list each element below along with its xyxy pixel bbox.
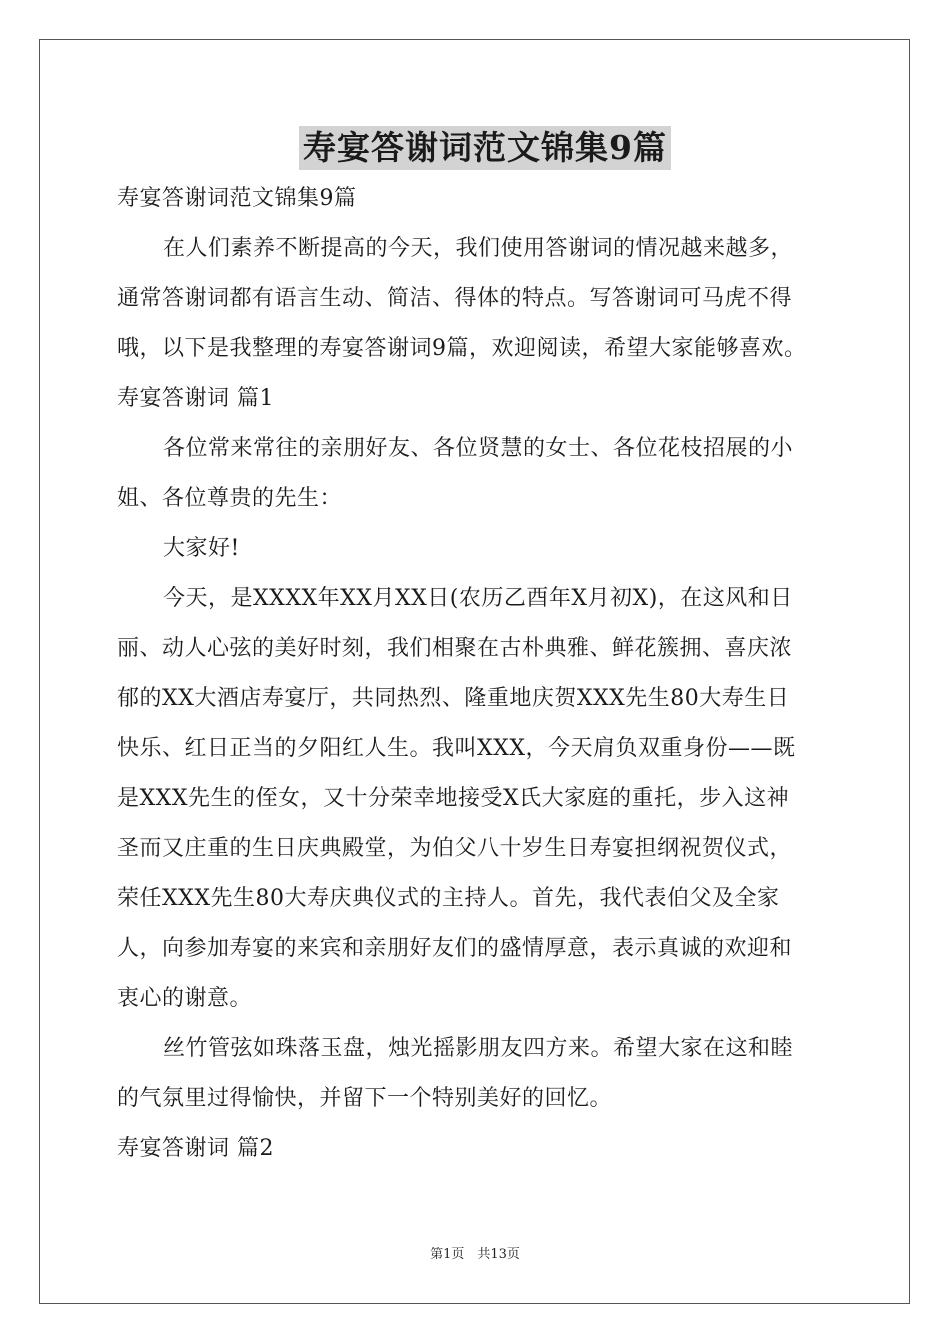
paragraph-line: 圣而又庄重的生日庆典殿堂，为伯父八十岁生日寿宴担纲祝贺仪式， [117,836,793,861]
paragraph-line: 衷心的谢意。 [117,986,253,1011]
paragraph-line: 姐、各位尊贵的先生： [117,486,343,511]
paragraph-line: 各位常来常往的亲朋好友、各位贤慧的女士、各位花枝招展的小 [163,436,794,461]
paragraph-line: 人，向参加寿宴的来宾和亲朋好友们的盛情厚意，表示真诚的欢迎和 [117,936,793,961]
paragraph-line: 快乐、红日正当的夕阳红人生。我叫XXX，今天肩负双重身份——既 [117,736,796,761]
paragraph-line: 在人们素养不断提高的今天，我们使用答谢词的情况越来越多， [163,236,794,261]
paragraph-line: 通常答谢词都有语言生动、简洁、得体的特点。写答谢词可马虎不得 [117,286,793,311]
title-container [117,126,853,170]
paragraph-line: 丝竹管弦如珠落玉盘，烛光摇影朋友四方来。希望大家在这和睦 [163,1036,794,1061]
subtitle-line: 寿宴答谢词范文锦集9篇 [117,186,357,211]
paragraph-line: 的气氛里过得愉快，并留下一个特别美好的回忆。 [117,1086,613,1111]
paragraph-line: 大家好! [163,536,240,561]
document-title: 寿宴答谢词范文锦集9篇 [299,126,671,170]
paragraph-line: 丽、动人心弦的美好时刻，我们相聚在古朴典雅、鲜花簇拥、喜庆浓 [117,636,793,661]
section-heading: 寿宴答谢词 篇2 [117,1136,274,1161]
page-border [39,39,910,1304]
paragraph-line: 哦，以下是我整理的寿宴答谢词9篇，欢迎阅读，希望大家能够喜欢。 [117,336,807,361]
page-number: 第1页 共13页 [430,1247,520,1262]
paragraph-line: 是XXX先生的侄女，又十分荣幸地接受X氏大家庭的重托，步入这神 [117,786,790,811]
section-heading: 寿宴答谢词 篇1 [117,386,274,411]
paragraph-line: 郁的XX大酒店寿宴厅，共同热烈、隆重地庆贺XXX先生80大寿生日 [117,686,790,711]
paragraph-line: 荣任XXX先生80大寿庆典仪式的主持人。首先，我代表伯父及全家 [117,886,780,911]
paragraph-line: 今天，是XXXX年XX月XX日(农历乙酉年X月初X)，在这风和日 [163,586,793,611]
